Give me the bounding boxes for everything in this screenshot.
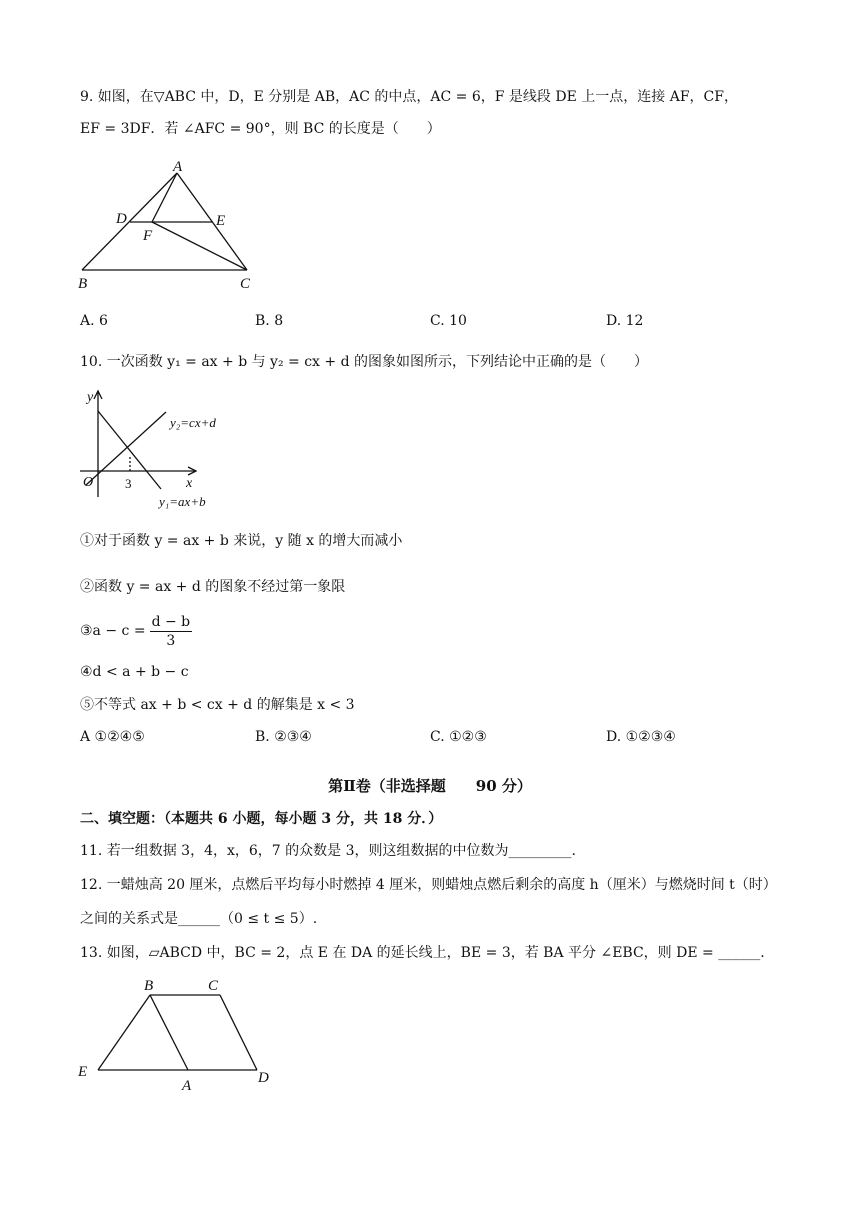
q13-text: 13. 如图，▱ABCD 中，BC = 2，点 E 在 DA 的延长线上，BE = 3，若 BA 平分 ∠EBC，则 DE = ______. <box>80 945 765 961</box>
q11-text: 11. 若一组数据 3，4，x，6，7 的众数是 3，则这组数据的中位数为_________. <box>80 843 576 859</box>
q9-option-c: C. 10 <box>430 313 467 329</box>
q10-label-origin: O <box>83 475 94 490</box>
q10-option-d: D. ①②③④ <box>606 729 676 745</box>
q10-label-y1: y₁=ax+b <box>159 494 206 509</box>
section-title: 第Ⅱ卷（非选择题 90 分） <box>328 777 532 795</box>
q9-label-D: D <box>116 211 127 227</box>
q9-stem-line1: 9. 如图，在▽ABC 中，D，E 分别是 AB，AC 的中点，AC = 6，F 是线段 DE 上一点，连接 AF，CF， <box>80 89 738 105</box>
q12-line1: 12. 一蜡烛高 20 厘米，点燃后平均每小时燃掉 4 厘米，则蜡烛点燃后剩余的高度 h（厘米）与燃烧时间 t（时） <box>80 877 777 893</box>
q10-label-x: x <box>186 476 193 491</box>
q13-parallelogram-figure <box>70 975 290 1095</box>
q10-statement-2: ②函数 y = ax + d 的图象不经过第一象限 <box>80 579 346 595</box>
q9-option-a: A. 6 <box>80 313 108 329</box>
q13-label-D: D <box>258 1070 269 1086</box>
q9-option-b: B. 8 <box>255 313 284 329</box>
q9-option-d: D. 12 <box>606 313 644 329</box>
q9-label-F: F <box>143 228 153 244</box>
section-heading: 二、填空题：（本题共 6 小题，每小题 3 分，共 18 分．） <box>80 811 443 827</box>
q9-label-E: E <box>216 213 226 229</box>
q9-triangle-figure <box>70 155 270 295</box>
q13-label-C: C <box>208 978 219 994</box>
q10-label-y: y <box>87 390 94 405</box>
q13-label-B: B <box>144 978 154 994</box>
q10-label-tick-3: 3 <box>125 476 132 491</box>
q10-label-y2: y₂=cx+d <box>170 415 216 430</box>
q10-fraction-numerator: d − b <box>151 613 191 630</box>
q10-fraction-denominator: 3 <box>166 632 176 649</box>
q9-stem-line2: EF = 3DF．若 ∠AFC = 90°，则 BC 的长度是（ ） <box>80 121 441 137</box>
q10-statement-3-fraction <box>150 613 193 650</box>
q10-graph-figure <box>76 385 246 515</box>
q10-statement-3-text: ③a − c = <box>80 623 146 639</box>
q12-line2: 之间的关系式是______（0 ≤ t ≤ 5）. <box>80 911 318 927</box>
q9-label-B: B <box>78 276 88 292</box>
q13-label-A: A <box>182 1078 192 1094</box>
q10-statement-4: ④d < a + b − c <box>80 664 189 680</box>
q10-statement-3 <box>80 612 192 650</box>
q10-statement-5: ⑤不等式 ax + b < cx + d 的解集是 x < 3 <box>80 697 355 713</box>
q13-label-E: E <box>78 1064 88 1080</box>
q10-stem: 10. 一次函数 y₁ = ax + b 与 y₂ = cx + d 的图象如图所示，下列结论中正确的是（ ） <box>80 354 648 370</box>
q10-option-c: C. ①②③ <box>430 729 487 745</box>
q10-statement-1: ①对于函数 y = ax + b 来说，y 随 x 的增大而减小 <box>80 533 403 549</box>
q10-option-b: B. ②③④ <box>255 729 312 745</box>
q10-option-a: A ①②④⑤ <box>80 729 145 745</box>
q9-label-C: C <box>240 276 251 292</box>
q9-label-A: A <box>173 159 183 175</box>
